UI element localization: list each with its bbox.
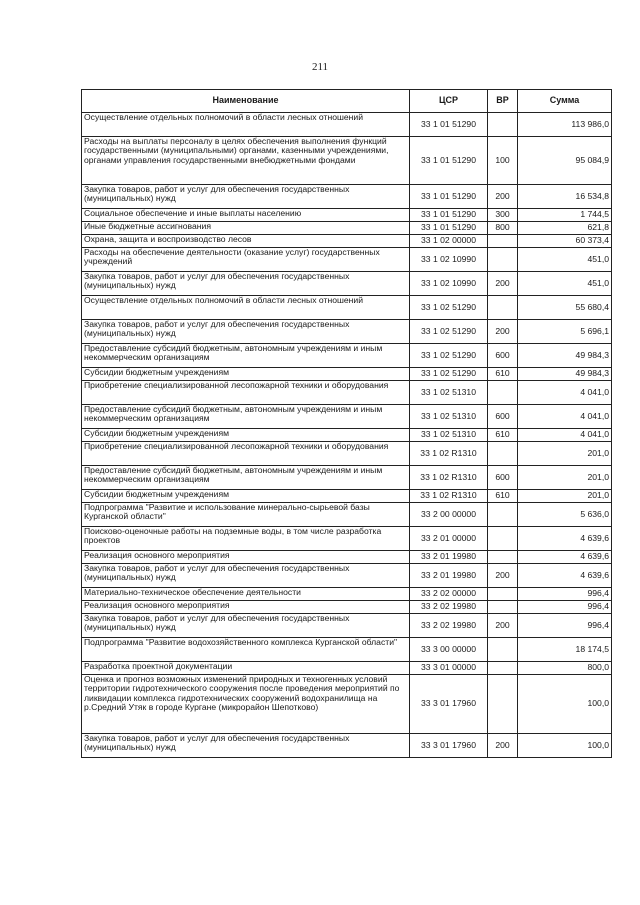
row-name: Подпрограмма "Развитие водохозяйственного комплекса Курганской области" — [82, 638, 410, 662]
row-csr: 33 3 00 00000 — [410, 638, 488, 662]
row-csr: 33 1 02 10990 — [410, 272, 488, 296]
row-name: Осуществление отдельных полномочий в области лесных отношений — [82, 113, 410, 137]
row-vr — [488, 601, 518, 614]
row-vr — [488, 588, 518, 601]
row-csr: 33 1 01 51290 — [410, 209, 488, 222]
row-name: Субсидии бюджетным учреждениям — [82, 368, 410, 381]
row-name: Предоставление субсидий бюджетным, автономным учреждениям и иным некоммерческим организациям — [82, 466, 410, 490]
table-row — [82, 675, 612, 734]
row-name: Закупка товаров, работ и услуг для обеспечения государственных (муниципальных) нужд — [82, 272, 410, 296]
row-name: Реализация основного мероприятия — [82, 601, 410, 614]
row-sum: 100,0 — [518, 675, 612, 734]
row-vr — [488, 527, 518, 551]
row-csr: 33 2 01 19980 — [410, 551, 488, 564]
row-name: Предоставление субсидий бюджетным, автономным учреждениям и иным некоммерческим организациям — [82, 344, 410, 368]
page-number: 211 — [311, 61, 329, 73]
row-sum: 5 636,0 — [518, 503, 612, 527]
row-vr — [488, 248, 518, 272]
row-sum: 49 984,3 — [518, 344, 612, 368]
row-name: Разработка проектной документации — [82, 662, 410, 675]
row-sum: 113 986,0 — [518, 113, 612, 137]
row-vr — [488, 503, 518, 527]
row-name: Закупка товаров, работ и услуг для обеспечения государственных (муниципальных) нужд — [82, 564, 410, 588]
table-row — [82, 601, 612, 614]
row-vr: 610 — [488, 490, 518, 503]
row-name: Социальное обеспечение и иные выплаты населению — [82, 209, 410, 222]
header-name: Наименование — [82, 90, 410, 113]
row-vr — [488, 442, 518, 466]
row-sum: 201,0 — [518, 442, 612, 466]
row-sum: 4 041,0 — [518, 381, 612, 405]
table-row — [82, 442, 612, 466]
table-row — [82, 564, 612, 588]
table-row — [82, 734, 612, 758]
header-sum: Сумма — [518, 90, 612, 113]
row-vr: 800 — [488, 222, 518, 235]
row-name: Материально-техническое обеспечение деятельности — [82, 588, 410, 601]
row-name: Иные бюджетные ассигнования — [82, 222, 410, 235]
row-csr: 33 1 02 R1310 — [410, 466, 488, 490]
row-vr — [488, 235, 518, 248]
table-row — [82, 320, 612, 344]
table-row — [82, 235, 612, 248]
row-name: Субсидии бюджетным учреждениям — [82, 490, 410, 503]
row-sum: 4 639,6 — [518, 564, 612, 588]
row-vr: 200 — [488, 734, 518, 758]
row-sum: 5 696,1 — [518, 320, 612, 344]
row-csr: 33 1 02 R1310 — [410, 490, 488, 503]
row-name: Предоставление субсидий бюджетным, автономным учреждениям и иным некоммерческим организациям — [82, 405, 410, 429]
row-sum: 16 534,8 — [518, 185, 612, 209]
row-sum: 95 084,9 — [518, 137, 612, 185]
row-vr: 100 — [488, 137, 518, 185]
row-csr: 33 1 01 51290 — [410, 137, 488, 185]
row-vr: 600 — [488, 466, 518, 490]
table-row — [82, 248, 612, 272]
row-vr — [488, 296, 518, 320]
table-row — [82, 344, 612, 368]
row-csr: 33 1 02 51310 — [410, 405, 488, 429]
row-name: Закупка товаров, работ и услуг для обеспечения государственных (муниципальных) нужд — [82, 734, 410, 758]
budget-table — [81, 89, 612, 758]
table-row — [82, 368, 612, 381]
row-sum: 18 174,5 — [518, 638, 612, 662]
row-csr: 33 1 02 51290 — [410, 320, 488, 344]
table-row — [82, 466, 612, 490]
row-csr: 33 2 00 00000 — [410, 503, 488, 527]
row-sum: 4 041,0 — [518, 429, 612, 442]
row-name: Поисково-оценочные работы на подземные воды, в том числе разработка проектов — [82, 527, 410, 551]
table-row — [82, 429, 612, 442]
row-csr: 33 2 02 19980 — [410, 614, 488, 638]
row-name: Расходы на выплаты персоналу в целях обеспечения выполнения функций государственными (муниципальными) органами, казенными учреждениями, органами управления государственными внебюджетными фондами — [82, 137, 410, 185]
row-csr: 33 1 02 00000 — [410, 235, 488, 248]
row-sum: 451,0 — [518, 248, 612, 272]
row-vr: 610 — [488, 429, 518, 442]
row-sum: 1 744,5 — [518, 209, 612, 222]
row-name: Закупка товаров, работ и услуг для обеспечения государственных (муниципальных) нужд — [82, 320, 410, 344]
header-csr: ЦСР — [410, 90, 488, 113]
row-sum: 996,4 — [518, 588, 612, 601]
table-row — [82, 405, 612, 429]
table-row — [82, 222, 612, 235]
table-row — [82, 272, 612, 296]
row-name: Закупка товаров, работ и услуг для обеспечения государственных (муниципальных) нужд — [82, 614, 410, 638]
row-vr — [488, 662, 518, 675]
row-sum: 201,0 — [518, 490, 612, 503]
row-sum: 996,4 — [518, 614, 612, 638]
row-sum: 621,8 — [518, 222, 612, 235]
row-vr: 200 — [488, 614, 518, 638]
row-vr: 200 — [488, 272, 518, 296]
row-csr: 33 2 01 19980 — [410, 564, 488, 588]
row-csr: 33 1 02 51290 — [410, 368, 488, 381]
row-sum: 4 041,0 — [518, 405, 612, 429]
row-name: Реализация основного мероприятия — [82, 551, 410, 564]
row-name: Приобретение специализированной лесопожарной техники и оборудования — [82, 381, 410, 405]
row-csr: 33 1 02 51310 — [410, 429, 488, 442]
row-csr: 33 2 02 19980 — [410, 601, 488, 614]
table-row — [82, 662, 612, 675]
row-vr: 610 — [488, 368, 518, 381]
row-vr — [488, 381, 518, 405]
row-sum: 996,4 — [518, 601, 612, 614]
row-csr: 33 2 01 00000 — [410, 527, 488, 551]
table-row — [82, 381, 612, 405]
row-name: Субсидии бюджетным учреждениям — [82, 429, 410, 442]
table-row — [82, 296, 612, 320]
row-name: Оценка и прогноз возможных изменений природных и техногенных условий территории гидротехнического сооружения после проведения мероприятий по ликвидации комплекса гидротехнических сооружений водохранилища на р.Средний Утяк в городе Кургане (микрорайон Шепотково) — [82, 675, 410, 734]
row-vr: 200 — [488, 320, 518, 344]
row-sum: 201,0 — [518, 466, 612, 490]
table-row — [82, 185, 612, 209]
row-vr: 200 — [488, 185, 518, 209]
header-vr: ВР — [488, 90, 518, 113]
row-csr: 33 1 02 51290 — [410, 296, 488, 320]
row-name: Охрана, защита и воспроизводство лесов — [82, 235, 410, 248]
table-row — [82, 490, 612, 503]
row-sum: 451,0 — [518, 272, 612, 296]
row-csr: 33 1 02 10990 — [410, 248, 488, 272]
table-row — [82, 113, 612, 137]
table-row — [82, 588, 612, 601]
row-sum: 60 373,4 — [518, 235, 612, 248]
row-name: Расходы на обеспечение деятельности (оказание услуг) государственных учреждений — [82, 248, 410, 272]
row-name: Подпрограмма "Развитие и использование минерально-сырьевой базы Курганской области" — [82, 503, 410, 527]
row-vr — [488, 551, 518, 564]
row-csr: 33 3 01 17960 — [410, 675, 488, 734]
row-vr: 600 — [488, 405, 518, 429]
row-csr: 33 1 01 51290 — [410, 185, 488, 209]
row-csr: 33 1 02 51310 — [410, 381, 488, 405]
row-vr: 200 — [488, 564, 518, 588]
table-row — [82, 614, 612, 638]
row-vr — [488, 675, 518, 734]
row-csr: 33 3 01 17960 — [410, 734, 488, 758]
row-sum: 49 984,3 — [518, 368, 612, 381]
row-sum: 800,0 — [518, 662, 612, 675]
row-vr: 600 — [488, 344, 518, 368]
row-name: Приобретение специализированной лесопожарной техники и оборудования — [82, 442, 410, 466]
row-sum: 4 639,6 — [518, 527, 612, 551]
table-row — [82, 527, 612, 551]
row-csr: 33 1 01 51290 — [410, 222, 488, 235]
table-row — [82, 551, 612, 564]
row-csr: 33 2 02 00000 — [410, 588, 488, 601]
table-row — [82, 503, 612, 527]
row-csr: 33 1 02 51290 — [410, 344, 488, 368]
row-vr — [488, 638, 518, 662]
row-sum: 100,0 — [518, 734, 612, 758]
row-csr: 33 1 01 51290 — [410, 113, 488, 137]
table-row — [82, 638, 612, 662]
row-vr: 300 — [488, 209, 518, 222]
row-sum: 4 639,6 — [518, 551, 612, 564]
row-csr: 33 3 01 00000 — [410, 662, 488, 675]
row-vr — [488, 113, 518, 137]
table-row — [82, 209, 612, 222]
row-name: Закупка товаров, работ и услуг для обеспечения государственных (муниципальных) нужд — [82, 185, 410, 209]
row-sum: 55 680,4 — [518, 296, 612, 320]
table-header-row — [82, 90, 612, 113]
row-name: Осуществление отдельных полномочий в области лесных отношений — [82, 296, 410, 320]
table-row — [82, 137, 612, 185]
row-csr: 33 1 02 R1310 — [410, 442, 488, 466]
